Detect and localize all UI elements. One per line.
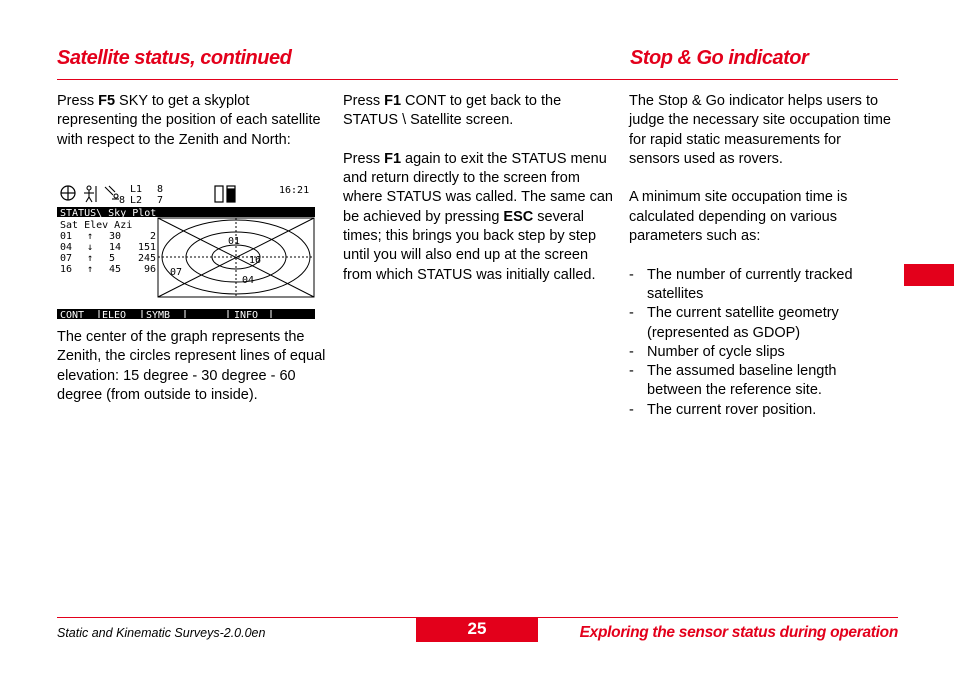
key-f1: F1 [384, 150, 402, 167]
svg-text:96: 96 [143, 264, 156, 275]
sat-row-id: 16 [60, 264, 73, 275]
sat-marker: 07 [170, 267, 183, 278]
surveyor-icon [84, 186, 96, 202]
skyplot-instruction: Press F5 SKY to get a skyplot representing the position of each satellite with respect to the Zenith and North: [57, 93, 321, 148]
occupation-time-intro: A minimum site occupation time is calculated depending on various parameters such as: [629, 189, 848, 245]
chapter-title: Exploring the sensor status during operation [579, 624, 898, 641]
svg-text:↑: ↑ [87, 253, 94, 264]
sky-plot [158, 218, 314, 297]
key-f5: F5 [98, 93, 116, 109]
list-item: - Number of cycle slips [629, 343, 785, 360]
svg-text:245: 245 [137, 253, 156, 264]
sat-marker: 16 [249, 255, 262, 266]
column-3 [629, 92, 891, 420]
svg-text:14: 14 [109, 242, 122, 253]
l2-count: 7 [157, 195, 164, 206]
svg-text:151: 151 [137, 242, 156, 253]
column-1 [57, 92, 327, 150]
satellite-icon [105, 186, 119, 199]
sat-table [60, 231, 156, 275]
sat-row-id: 07 [60, 253, 73, 264]
chapter-tab-marker [904, 264, 954, 286]
cont-instruction: Press F1 CONT to get back to the STATUS \ Satellite screen. [343, 93, 562, 129]
section-heading-stop-go: Stop & Go indicator [630, 47, 809, 69]
softkey-info[interactable]: INFO [234, 310, 259, 320]
sat-count: 8 [119, 195, 126, 206]
sat-marker: 04 [242, 275, 255, 286]
list-item: - The current satellite geometry (represented as GDOP) [629, 305, 839, 341]
svg-text:30: 30 [109, 231, 122, 242]
svg-text:2: 2 [149, 231, 156, 242]
key-f1: F1 [384, 93, 402, 109]
softkey-symb[interactable]: SYMB [146, 310, 171, 320]
screen-title: STATUS\ Sky Plot [60, 208, 157, 219]
sat-row-id: 04 [60, 242, 73, 253]
memory-card-icon [215, 186, 235, 202]
list-item: - The number of currently tracked satellites [629, 266, 853, 302]
clock: 16:21 [279, 185, 310, 196]
header-divider [57, 79, 898, 80]
softkey-cont[interactable]: CONT [60, 310, 85, 320]
svg-text:↑: ↑ [87, 231, 94, 242]
column-2 [343, 92, 615, 285]
softkey-eleo[interactable]: ELEO [102, 310, 127, 320]
svg-text:↓: ↓ [87, 242, 94, 253]
column-1-lower [57, 328, 329, 405]
crosshair-icon [61, 186, 75, 200]
l2-label: L2 [130, 195, 143, 206]
svg-text:↑: ↑ [87, 264, 94, 275]
section-heading-satellite-status: Satellite status, continued [57, 47, 292, 69]
skyplot-explanation: The center of the graph represents the Zenith, the circles represent lines of equal elevation: 15 degree - 30 degree - 60 degree (from outside to inside). [57, 329, 326, 403]
sat-marker: 01 [228, 236, 241, 247]
l1-count: 8 [157, 184, 164, 195]
table-header: Sat Elev Azi [60, 220, 133, 231]
svg-text:45: 45 [109, 264, 122, 275]
key-esc: ESC [503, 208, 534, 225]
svg-text:5: 5 [109, 253, 116, 264]
exit-instruction: Press F1 again to exit the STATUS menu and return directly to the screen from where STATUS was called. The same can be achieved by pressing ESC several times; this brings you back step by step until you will also end up at the screen from which STATUS was initially called. [343, 150, 613, 283]
list-item: - The assumed baseline length between the reference site. [629, 363, 837, 399]
document-title: Static and Kinematic Surveys-2.0.0en [57, 626, 266, 640]
stop-go-intro: The Stop & Go indicator helps users to judge the necessary site occupation time for rapid static measurements for sensors used as rovers. [629, 93, 891, 167]
parameter-list [629, 266, 891, 420]
sky-plot-screen [57, 183, 315, 320]
sat-row-id: 01 [60, 231, 73, 242]
page-number: 25 [416, 617, 538, 642]
l1-label: L1 [130, 184, 143, 195]
list-item: - The current rover position. [629, 401, 817, 418]
